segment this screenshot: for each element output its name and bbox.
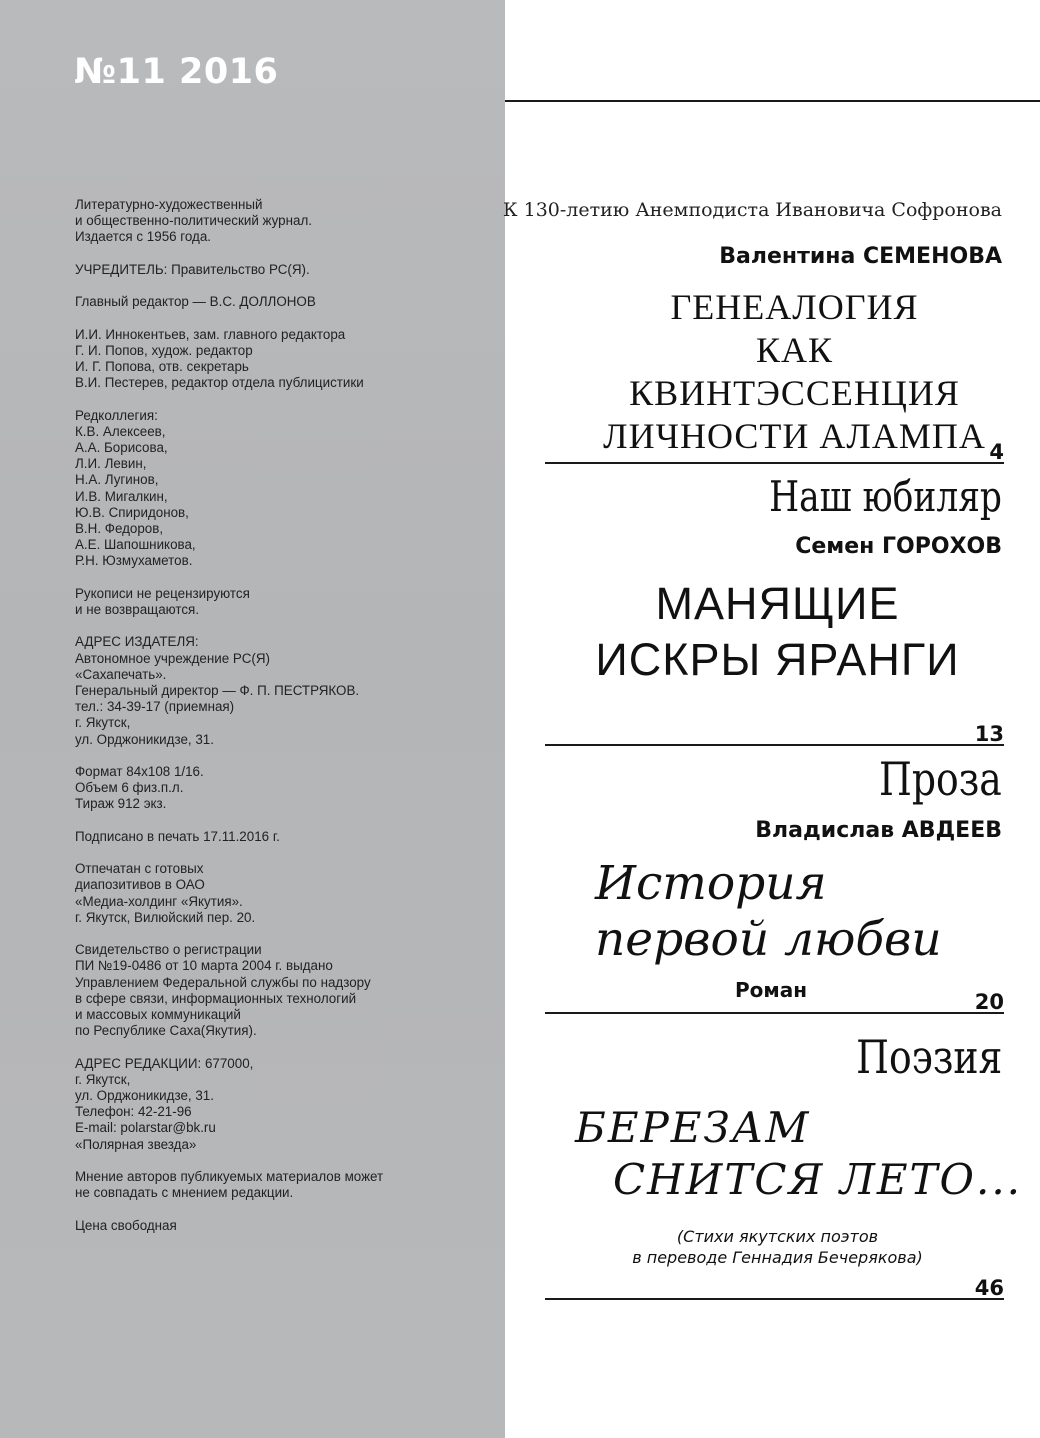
entry2-title xyxy=(545,576,1010,688)
imprint-line: в сфере связи, информационных технологий xyxy=(75,990,357,1006)
imprint-line: Рукописи не рецензируются xyxy=(75,585,250,601)
imprint-line: Свидетельство о регистрации xyxy=(75,942,262,958)
imprint-line: Редколлегия: xyxy=(75,407,158,423)
contents-panel xyxy=(502,0,1040,1438)
imprint-line: г. Якутск, Вилюйский пер. 20. xyxy=(75,909,256,925)
imprint-line: тел.: 34-39-17 (приемная) xyxy=(75,699,235,715)
imprint-block xyxy=(75,586,495,618)
entry1-title-line: КВИНТЭССЕНЦИЯ xyxy=(629,373,960,413)
imprint-block xyxy=(75,764,495,813)
entry1-title-line: ЛИЧНОСТИ АЛАМПА xyxy=(603,416,986,456)
top-rule xyxy=(505,100,1040,102)
imprint-line: В.И. Пестерев, редактор отдела публицистики xyxy=(75,375,364,391)
imprint-line: Тираж 912 экз. xyxy=(75,796,167,812)
imprint-line: г. Якутск, xyxy=(75,1071,131,1087)
imprint-line: E-mail: polarstar@bk.ru xyxy=(75,1120,216,1136)
imprint-block xyxy=(75,1056,495,1153)
entry4-note-line: в переводе Геннадия Бечерякова) xyxy=(632,1248,923,1267)
entry4-title xyxy=(575,1102,1022,1206)
imprint-line: И. Г. Попова, отв. секретарь xyxy=(75,358,249,374)
imprint-line: Н.А. Лугинов, xyxy=(75,472,159,488)
imprint-line: Г. И. Попов, худож. редактор xyxy=(75,342,253,358)
imprint-line: В.Н. Федоров, xyxy=(75,521,164,536)
entry4-note-line: (Стихи якутских поэтов xyxy=(676,1227,879,1246)
entry4-page: 46 xyxy=(974,1276,1004,1300)
entry3-title-line: первой любви xyxy=(595,912,942,967)
entry1-page: 4 xyxy=(989,440,1004,464)
entry1-title-line: ГЕНЕАЛОГИЯ xyxy=(670,287,919,327)
entry2-page: 13 xyxy=(974,722,1004,746)
imprint-line: Главный редактор — В.С. ДОЛЛОНОВ xyxy=(75,294,316,310)
imprint-line: Литературно-художественный xyxy=(75,197,263,212)
imprint-line: «Полярная звезда» xyxy=(75,1136,197,1152)
imprint-line: не совпадать с мнением редакции. xyxy=(75,1185,294,1201)
imprint-line: Управлением Федеральной службы по надзору xyxy=(75,974,371,990)
imprint-panel xyxy=(0,0,505,1438)
imprint-line: г. Якутск, xyxy=(75,715,131,731)
imprint-line: ул. Орджоникидзе, 31. xyxy=(75,1088,214,1103)
imprint-line: И.В. Мигалкин, xyxy=(75,488,168,504)
imprint-line: Формат 84х108 1/16. xyxy=(75,764,204,779)
imprint-line: И.И. Иннокентьев, зам. главного редактора xyxy=(75,326,346,342)
imprint-line: и общественно-политический журнал. xyxy=(75,213,313,229)
imprint-block xyxy=(75,1169,495,1201)
imprint-line: УЧРЕДИТЕЛЬ: Правительство РС(Я). xyxy=(75,261,310,277)
imprint-line: и массовых коммуникаций xyxy=(75,1007,241,1022)
imprint-block xyxy=(75,829,495,845)
entry3-rule xyxy=(545,1012,1004,1014)
entry3-title xyxy=(595,856,942,968)
imprint-line: К.В. Алексеев, xyxy=(75,423,166,439)
imprint-line: ул. Орджоникидзе, 31. xyxy=(75,731,214,747)
issue-number: №11 2016 xyxy=(74,52,279,92)
entry2-section: Наш юбиляр xyxy=(769,472,1002,521)
imprint-line: Мнение авторов публикуемых материалов может xyxy=(75,1169,384,1184)
imprint-line: Л.И. Левин, xyxy=(75,456,147,472)
entry1-rule xyxy=(545,462,1004,464)
entry4-section: Поэзия xyxy=(855,1030,1002,1084)
entry3-section: Проза xyxy=(879,752,1002,806)
imprint-line: диапозитивов в ОАО xyxy=(75,877,205,893)
entry3-subtitle: Роман xyxy=(735,978,808,1002)
entry3-author: Владислав АВДЕЕВ xyxy=(755,818,1002,843)
imprint-block xyxy=(75,294,495,310)
imprint-line: и не возвращаются. xyxy=(75,602,200,617)
entry4-title-line: БЕРЕЗАМ xyxy=(575,1103,811,1152)
imprint-line: Ю.В. Спиридонов, xyxy=(75,504,189,520)
imprint-line: Р.Н. Юзмухаметов. xyxy=(75,553,193,569)
entry1-title-line: КАК xyxy=(755,330,834,370)
imprint-line: Отпечатан с готовых xyxy=(75,861,204,877)
entry2-title-line: МАНЯЩИЕ xyxy=(655,578,900,629)
imprint-line: ПИ №19-0486 от 10 марта 2004 г. выдано xyxy=(75,958,333,974)
imprint-line: АДРЕС РЕДАКЦИИ: 677000, xyxy=(75,1055,254,1071)
imprint-line: Подписано в печать 17.11.2016 г. xyxy=(75,828,280,844)
entry1-author: Валентина СЕМЕНОВА xyxy=(719,244,1002,269)
imprint-line: А.А. Борисова, xyxy=(75,439,168,455)
imprint-line: Автономное учреждение РС(Я) xyxy=(75,650,270,666)
entry2-rule xyxy=(545,744,1004,746)
imprint-block xyxy=(75,262,495,278)
imprint-line: А.Е. Шапошникова, xyxy=(75,537,196,553)
imprint-text xyxy=(75,197,495,1250)
imprint-line: Издается с 1956 года. xyxy=(75,229,212,245)
entry2-author: Семен ГОРОХОВ xyxy=(795,534,1002,559)
imprint-block xyxy=(75,1218,495,1234)
imprint-block xyxy=(75,408,495,570)
dedication: К 130-летию Анемподиста Ивановича Софронова xyxy=(502,199,1002,221)
imprint-block xyxy=(75,861,495,926)
imprint-line: Объем 6 физ.п.л. xyxy=(75,780,184,796)
imprint-line: Телефон: 42-21-96 xyxy=(75,1104,192,1120)
imprint-line: по Республике Саха(Якутия). xyxy=(75,1023,257,1039)
imprint-block xyxy=(75,327,495,392)
imprint-line: «Сахапечать». xyxy=(75,666,167,682)
entry1-title xyxy=(565,286,1024,458)
imprint-line: Цена свободная xyxy=(75,1217,177,1233)
imprint-block xyxy=(75,942,495,1039)
entry3-page: 20 xyxy=(974,990,1004,1014)
entry4-rule xyxy=(545,1298,1004,1300)
imprint-block xyxy=(75,197,495,246)
entry2-title-line: ИСКРЫ ЯРАНГИ xyxy=(595,634,960,685)
imprint-line: АДРЕС ИЗДАТЕЛЯ: xyxy=(75,634,199,650)
entry3-title-line: История xyxy=(595,856,827,911)
imprint-line: «Медиа-холдинг «Якутия». xyxy=(75,893,243,909)
imprint-line: Генеральный директор — Ф. П. ПЕСТРЯКОВ. xyxy=(75,683,360,698)
entry4-note xyxy=(585,1226,970,1268)
entry4-title-line: СНИТСЯ ЛЕТО... xyxy=(613,1155,1023,1204)
imprint-block xyxy=(75,634,495,747)
